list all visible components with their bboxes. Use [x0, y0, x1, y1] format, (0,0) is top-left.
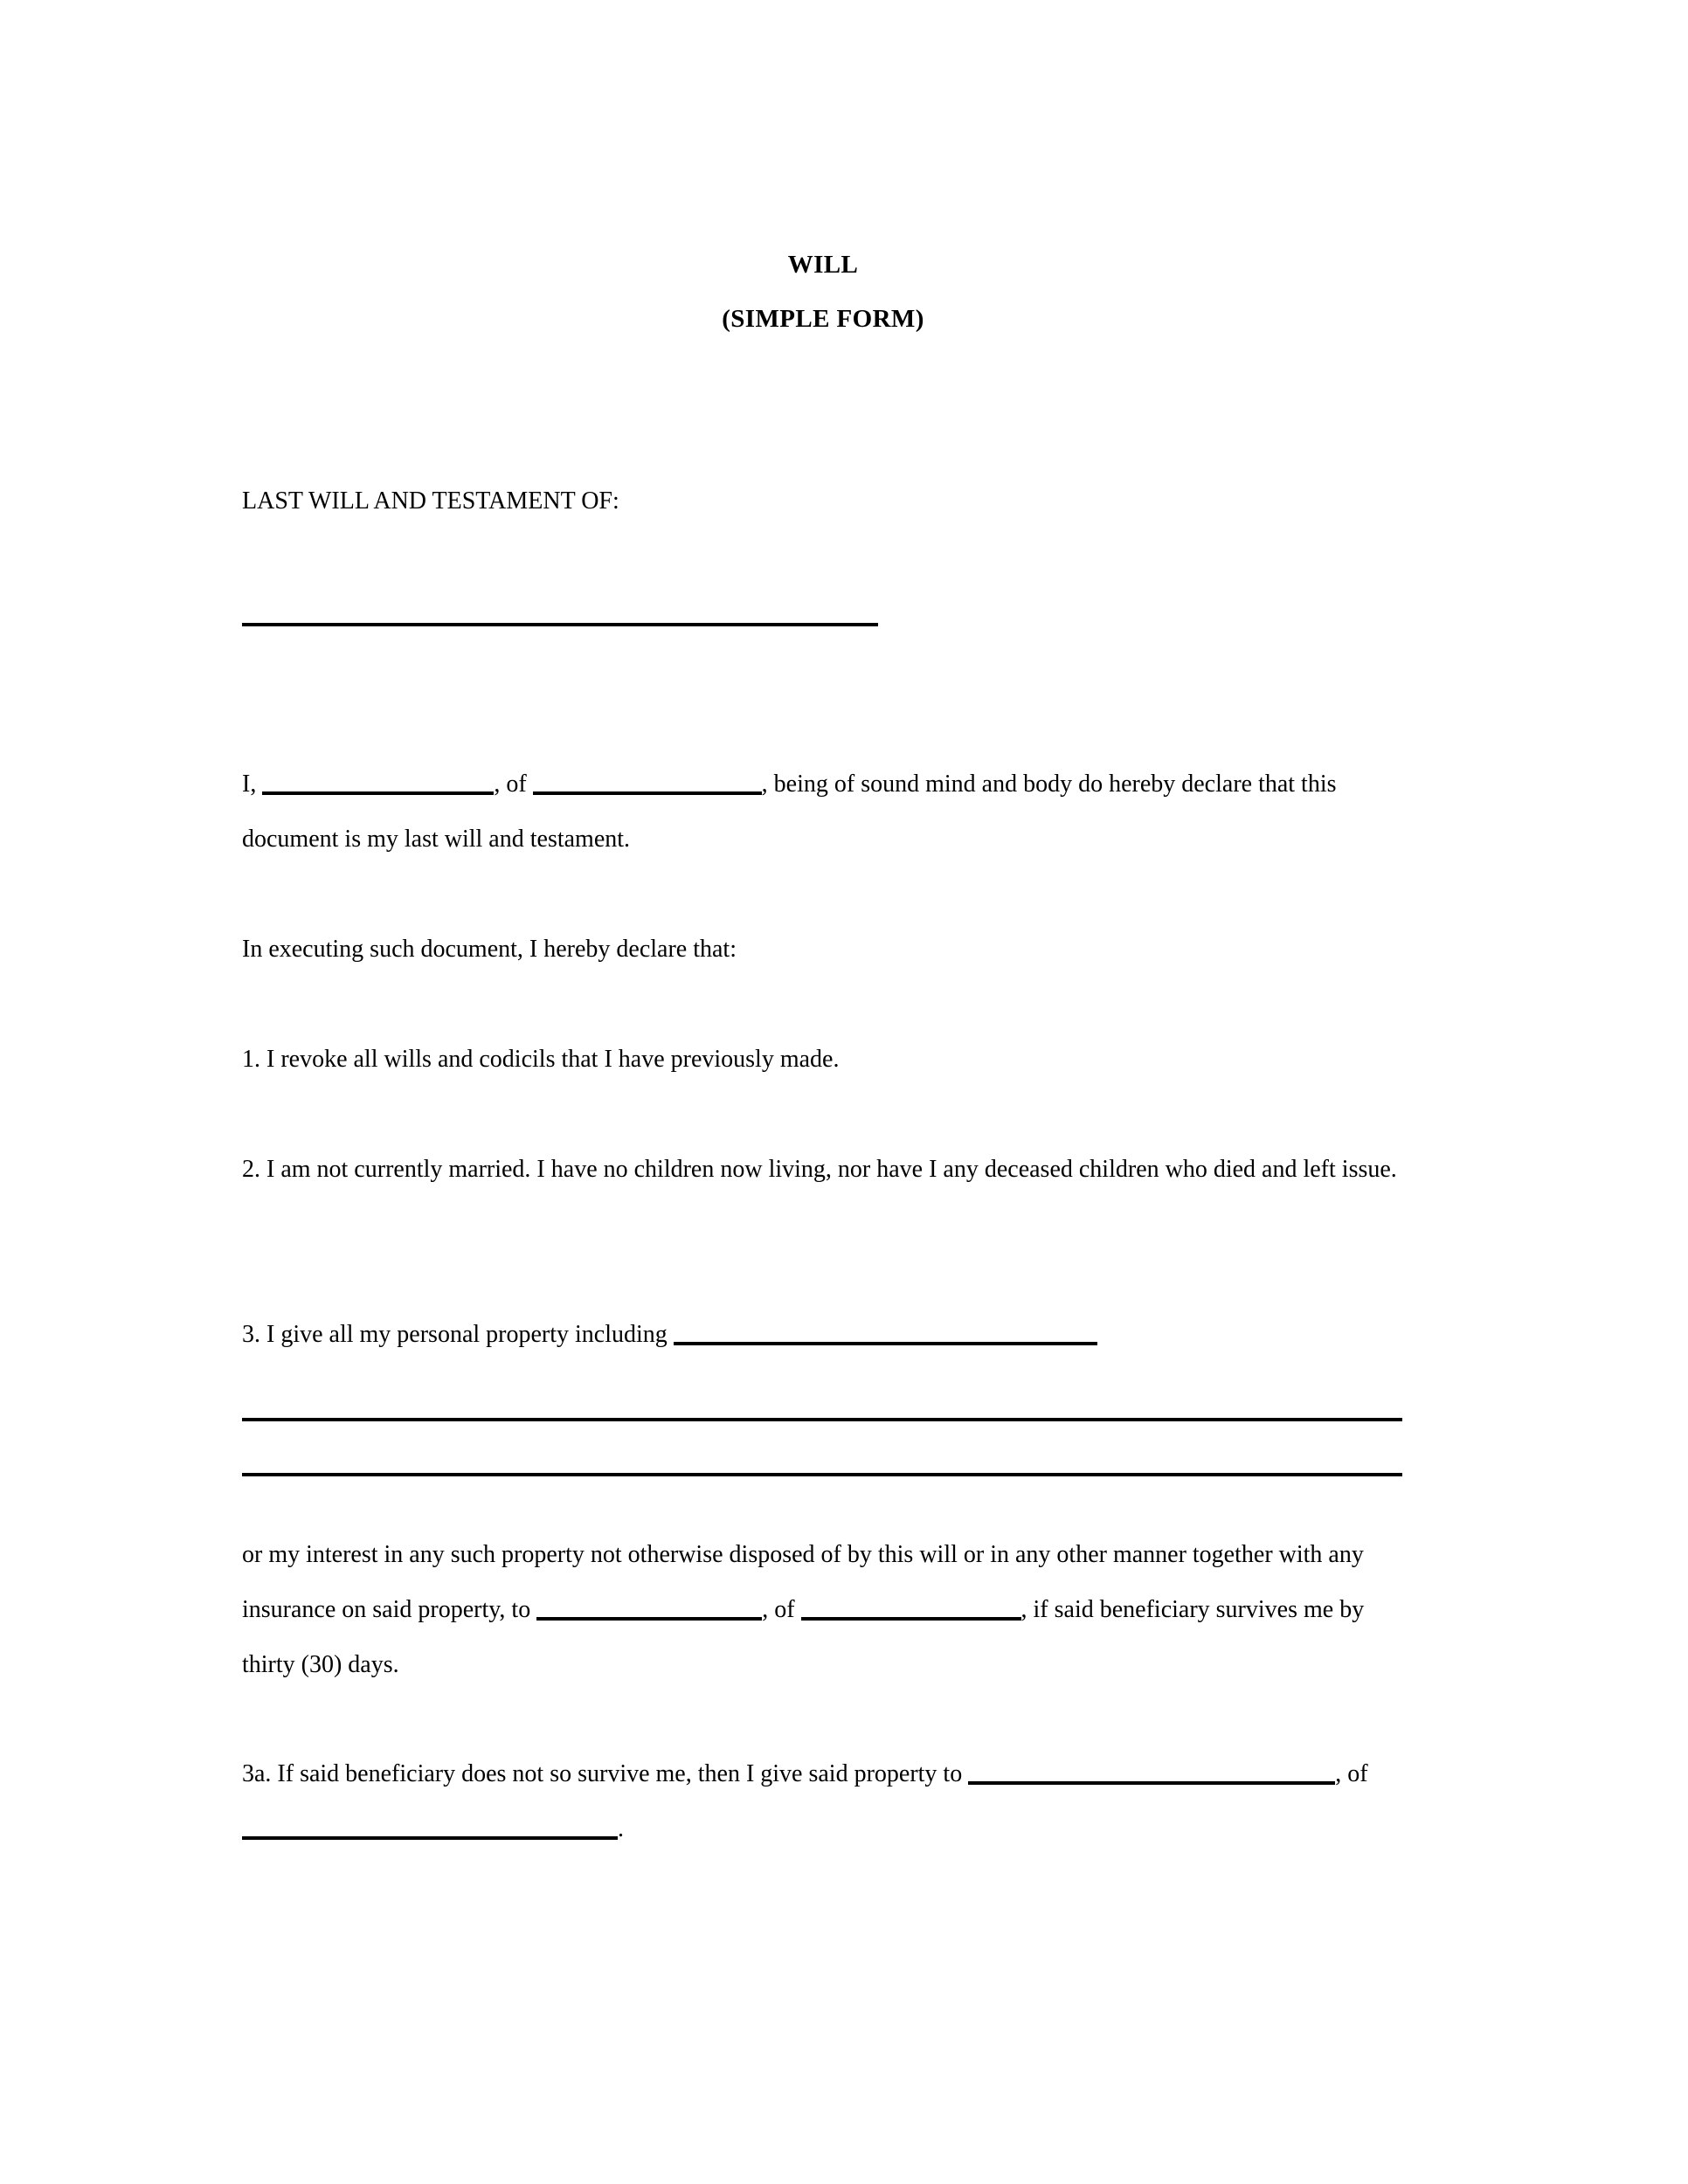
property-description-blank-3[interactable]	[242, 1473, 1402, 1476]
property-description-blank-1[interactable]	[674, 1342, 1097, 1345]
residuary-text-pre: or my interest in any such property not otherwise disposed of by this will or in any other manner together with any insurance on said property, to	[242, 1541, 1364, 1623]
executing-paragraph-label: In executing such document, I hereby declare that:	[242, 936, 737, 963]
clause-item-3a-label: 3a. If said beneficiary does not so survive me, then I give said property to	[242, 1760, 969, 1787]
clause-item-3	[242, 1307, 1404, 1362]
clause-item-2	[242, 1142, 1404, 1197]
testament-heading-label: LAST WILL AND TESTAMENT OF:	[242, 487, 619, 515]
testator-first-name-blank[interactable]	[262, 791, 494, 795]
testament-heading	[242, 473, 1404, 529]
alternate-beneficiary-name-blank[interactable]	[968, 1781, 1335, 1785]
residuary-text-mid: , of	[762, 1596, 801, 1623]
clause-item-2-label: 2. I am not currently married. I have no children now living, nor have I any deceased children who died and left issue.	[242, 1156, 1397, 1183]
executing-paragraph	[242, 922, 1404, 977]
beneficiary-city-blank[interactable]	[801, 1617, 1021, 1621]
declaration-text-mid: , of	[494, 771, 533, 798]
beneficiary-name-blank[interactable]	[536, 1617, 762, 1621]
residuary-text-post: , if said beneficiary survives me by thirty (30) days.	[242, 1596, 1365, 1678]
testator-name-blank-line[interactable]	[242, 623, 878, 626]
clause-item-3-label: 3. I give all my personal property including	[242, 1321, 674, 1348]
declaration-text-pre: I,	[242, 771, 263, 798]
declaration-paragraph	[242, 757, 1404, 867]
alternate-beneficiary-city-blank[interactable]	[242, 1836, 618, 1840]
property-description-blank-2[interactable]	[242, 1418, 1402, 1421]
clause-item-3a	[242, 1746, 1404, 1856]
clause-item-3a-post: .	[618, 1815, 624, 1842]
testator-city-blank[interactable]	[533, 791, 762, 795]
page-subtitle: (SIMPLE FORM)	[722, 305, 924, 333]
document-title-block	[242, 238, 1404, 346]
page-title: WILL	[787, 251, 859, 279]
residuary-paragraph	[242, 1527, 1404, 1692]
clause-item-3a-mid: , of	[1335, 1760, 1368, 1787]
clause-item-1-label: 1. I revoke all wills and codicils that I have previously made.	[242, 1046, 840, 1073]
declaration-text-post: , being of sound mind and body do hereby declare that this document is my last will and testament.	[242, 771, 1337, 853]
clause-item-1	[242, 1032, 1404, 1087]
